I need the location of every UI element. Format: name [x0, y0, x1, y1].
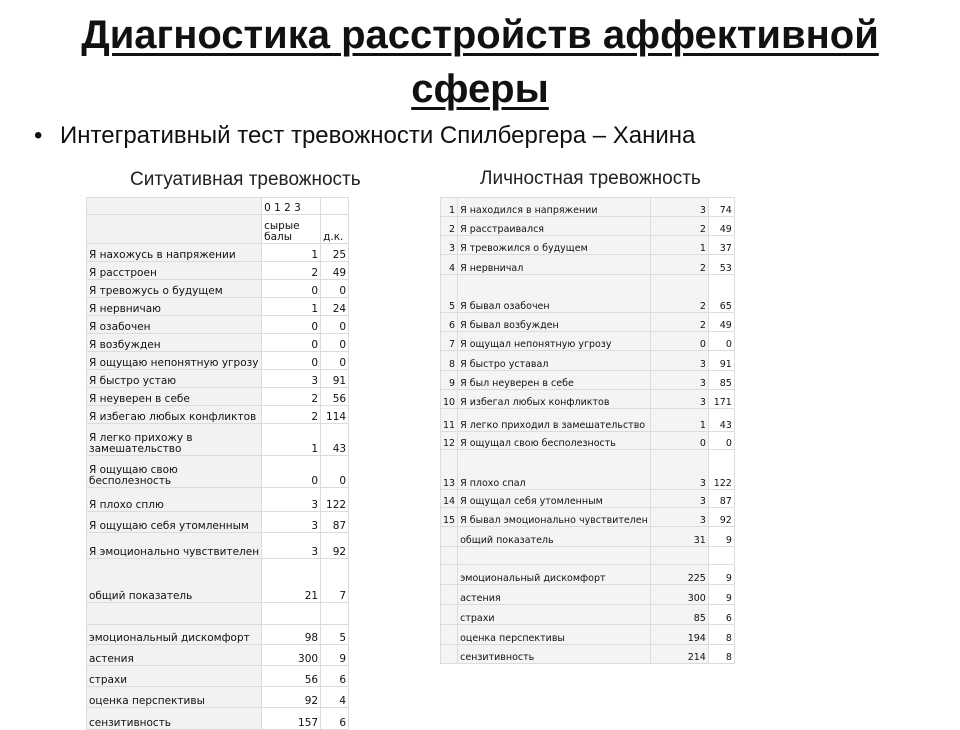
dk-score: 122: [321, 488, 349, 512]
dk-score: 91: [708, 351, 734, 371]
row-label: астения: [458, 585, 651, 605]
total-row: [87, 559, 349, 603]
dk-score: 0: [708, 332, 734, 351]
table-row: [87, 298, 349, 316]
dk-score: 0: [708, 432, 734, 450]
row-label: Я плохо сплю: [87, 488, 262, 512]
dk-score: 92: [708, 508, 734, 527]
raw-score: 2: [650, 313, 708, 332]
raw-score: 98: [262, 625, 321, 645]
scale-row: [441, 645, 735, 664]
row-label: Я бывал озабочен: [458, 275, 651, 313]
dk-score: 114: [321, 406, 349, 424]
raw-score: 1: [262, 424, 321, 456]
row-label: страхи: [87, 666, 262, 687]
row-label: Я возбужден: [87, 334, 262, 352]
dk-score: 0: [321, 316, 349, 334]
dk-score: 43: [708, 409, 734, 432]
dk-score: 4: [321, 687, 349, 708]
dk-score: 122: [708, 450, 734, 490]
table-row: [441, 313, 735, 332]
raw-header: сырые балы: [262, 215, 321, 244]
dk-score: 87: [708, 490, 734, 508]
row-number: 15: [441, 508, 458, 527]
raw-score: 3: [650, 351, 708, 371]
row-label: Я нервничал: [458, 255, 651, 275]
raw-score: 0: [262, 316, 321, 334]
dk-score: 6: [708, 605, 734, 625]
row-number: 5: [441, 275, 458, 313]
dk-score: 53: [708, 255, 734, 275]
raw-score: 300: [650, 585, 708, 605]
row-label: Я ощущаю себя утомленным: [87, 512, 262, 533]
row-label: Я нахожусь в напряжении: [87, 244, 262, 262]
table-row: [87, 388, 349, 406]
dk-score: 92: [321, 533, 349, 559]
table-row: [87, 406, 349, 424]
dk-header: д.к.: [321, 215, 349, 244]
raw-score: 56: [262, 666, 321, 687]
raw-score: 214: [650, 645, 708, 664]
row-label: оценка перспективы: [87, 687, 262, 708]
raw-score: 0: [262, 334, 321, 352]
row-label: Я эмоционально чувствителен: [87, 533, 262, 559]
row-label: Я бывал эмоционально чувствителен: [458, 508, 651, 527]
row-label: эмоциональный дискомфорт: [458, 565, 651, 585]
raw-score: 2: [650, 255, 708, 275]
row-label: оценка перспективы: [458, 625, 651, 645]
row-number: 6: [441, 313, 458, 332]
raw-score: 3: [262, 533, 321, 559]
raw-score: 225: [650, 565, 708, 585]
row-label: астения: [87, 645, 262, 666]
table-row: [441, 236, 735, 255]
scale-row: [87, 687, 349, 708]
dk-score: 6: [321, 666, 349, 687]
total-row: [441, 527, 735, 547]
dk-score: 9: [708, 585, 734, 605]
raw-score: 0: [262, 352, 321, 370]
row-number: 10: [441, 390, 458, 409]
row-label: Я находился в напряжении: [458, 198, 651, 217]
table-row: [87, 424, 349, 456]
row-number: 1: [441, 198, 458, 217]
scale-header: 0 1 2 3: [262, 198, 321, 215]
row-label: общий показатель: [458, 527, 651, 547]
dk-score: 25: [321, 244, 349, 262]
dk-score: 49: [708, 217, 734, 236]
row-label: сензитивность: [87, 708, 262, 730]
row-label: Я ощущаю свою бесполезность: [87, 456, 262, 488]
situational-caption: Ситуативная тревожность: [130, 169, 361, 190]
dk-score: 5: [321, 625, 349, 645]
raw-score: 2: [262, 262, 321, 280]
row-number: 3: [441, 236, 458, 255]
bullet-marker: •: [34, 122, 43, 149]
table-row: [87, 352, 349, 370]
scale-row: [441, 605, 735, 625]
dk-score: 37: [708, 236, 734, 255]
dk-score: 49: [708, 313, 734, 332]
dk-score: 7: [321, 559, 349, 603]
table-row: [87, 456, 349, 488]
raw-score: 3: [650, 371, 708, 390]
raw-score: 3: [262, 512, 321, 533]
personal-caption: Личностная тревожность: [480, 168, 701, 189]
dk-score: 91: [321, 370, 349, 388]
raw-score: 0: [650, 332, 708, 351]
raw-score: 92: [262, 687, 321, 708]
table-row: [87, 334, 349, 352]
dk-score: 24: [321, 298, 349, 316]
dk-score: 9: [708, 565, 734, 585]
dk-score: 0: [321, 456, 349, 488]
dk-score: 9: [321, 645, 349, 666]
row-number: 9: [441, 371, 458, 390]
row-label: сензитивность: [458, 645, 651, 664]
scale-row: [87, 708, 349, 730]
raw-score: 3: [262, 488, 321, 512]
scale-row: [441, 625, 735, 645]
table-row: [87, 533, 349, 559]
raw-score: 300: [262, 645, 321, 666]
dk-score: 56: [321, 388, 349, 406]
dk-score: 49: [321, 262, 349, 280]
row-label: Я озабочен: [87, 316, 262, 334]
row-number: 13: [441, 450, 458, 490]
slide-title-line-1: Диагностика расстройств аффективной: [81, 13, 879, 57]
raw-score: 1: [650, 236, 708, 255]
row-label: Я неуверен в себе: [87, 388, 262, 406]
table-row: [441, 351, 735, 371]
dk-score: 6: [321, 708, 349, 730]
personal-table: [440, 197, 735, 664]
raw-score: 0: [262, 280, 321, 298]
raw-score: 3: [262, 370, 321, 388]
dk-score: 85: [708, 371, 734, 390]
row-label: Я ощущал себя утомленным: [458, 490, 651, 508]
raw-score: 3: [650, 198, 708, 217]
row-label: Я избегал любых конфликтов: [458, 390, 651, 409]
dk-score: 43: [321, 424, 349, 456]
table-row: [87, 512, 349, 533]
bullet-item: [34, 120, 695, 152]
row-number: 8: [441, 351, 458, 371]
dk-score: 8: [708, 645, 734, 664]
table-row: [87, 244, 349, 262]
row-label: Я расстроен: [87, 262, 262, 280]
row-label: Я расстраивался: [458, 217, 651, 236]
table-row: [87, 316, 349, 334]
raw-score: 1: [262, 244, 321, 262]
raw-score: 3: [650, 390, 708, 409]
raw-score: 2: [650, 275, 708, 313]
row-label: Я бывал возбужден: [458, 313, 651, 332]
dk-score: 8: [708, 625, 734, 645]
table-row: [441, 450, 735, 490]
row-label: Я ощущал свою бесполезность: [458, 432, 651, 450]
table-row: [87, 262, 349, 280]
dk-score: 0: [321, 334, 349, 352]
scale-row: [87, 645, 349, 666]
table-row: [441, 217, 735, 236]
raw-score: 21: [262, 559, 321, 603]
row-label: Я легко прихожу в замешательство: [87, 424, 262, 456]
dk-score: 9: [708, 527, 734, 547]
table-row: [441, 255, 735, 275]
row-label: Я легко приходил в замешательство: [458, 409, 651, 432]
row-label: Я избегаю любых конфликтов: [87, 406, 262, 424]
raw-score: 194: [650, 625, 708, 645]
bullet-text: Интегративный тест тревожности Спилбергера – Ханина: [60, 122, 696, 149]
raw-score: 1: [262, 298, 321, 316]
raw-score: 85: [650, 605, 708, 625]
table-row: [441, 490, 735, 508]
row-label: Я был неуверен в себе: [458, 371, 651, 390]
dk-score: 171: [708, 390, 734, 409]
dk-score: 0: [321, 280, 349, 298]
table-row: [441, 332, 735, 351]
scale-row: [441, 565, 735, 585]
row-label: эмоциональный дискомфорт: [87, 625, 262, 645]
table-header-row: [87, 198, 349, 215]
row-label: страхи: [458, 605, 651, 625]
slide-title: [0, 8, 960, 116]
table-row: [441, 371, 735, 390]
row-number: 11: [441, 409, 458, 432]
row-label: общий показатель: [87, 559, 262, 603]
row-number: 12: [441, 432, 458, 450]
blank-row: [87, 603, 349, 625]
situational-table: [86, 197, 349, 730]
row-label: Я плохо спал: [458, 450, 651, 490]
row-label: Я ощущал непонятную угрозу: [458, 332, 651, 351]
raw-score: 2: [650, 217, 708, 236]
dk-score: 65: [708, 275, 734, 313]
table-row: [87, 280, 349, 298]
row-label: Я быстро устаю: [87, 370, 262, 388]
slide-title-line-2: сферы: [411, 67, 549, 111]
scale-row: [441, 585, 735, 605]
raw-score: 3: [650, 450, 708, 490]
dk-score: 87: [321, 512, 349, 533]
table-row: [441, 409, 735, 432]
raw-score: 3: [650, 490, 708, 508]
raw-score: 0: [650, 432, 708, 450]
row-number: 2: [441, 217, 458, 236]
row-number: 4: [441, 255, 458, 275]
row-label: Я тревожился о будущем: [458, 236, 651, 255]
scale-row: [87, 666, 349, 687]
row-label: Я быстро уставал: [458, 351, 651, 371]
row-label: Я тревожусь о будущем: [87, 280, 262, 298]
table-row: [441, 198, 735, 217]
raw-score: 3: [650, 508, 708, 527]
table-row: [441, 275, 735, 313]
table-header-row: [87, 215, 349, 244]
row-number: 7: [441, 332, 458, 351]
raw-score: 157: [262, 708, 321, 730]
table-row: [441, 432, 735, 450]
raw-score: 1: [650, 409, 708, 432]
dk-score: 0: [321, 352, 349, 370]
row-label: Я нервничаю: [87, 298, 262, 316]
raw-score: 2: [262, 406, 321, 424]
table-row: [441, 508, 735, 527]
raw-score: 2: [262, 388, 321, 406]
table-row: [441, 390, 735, 409]
raw-score: 31: [650, 527, 708, 547]
scale-row: [87, 625, 349, 645]
table-row: [87, 370, 349, 388]
dk-score: 74: [708, 198, 734, 217]
row-number: 14: [441, 490, 458, 508]
table-row: [87, 488, 349, 512]
raw-score: 0: [262, 456, 321, 488]
blank-row: [441, 547, 735, 565]
row-label: Я ощущаю непонятную угрозу: [87, 352, 262, 370]
